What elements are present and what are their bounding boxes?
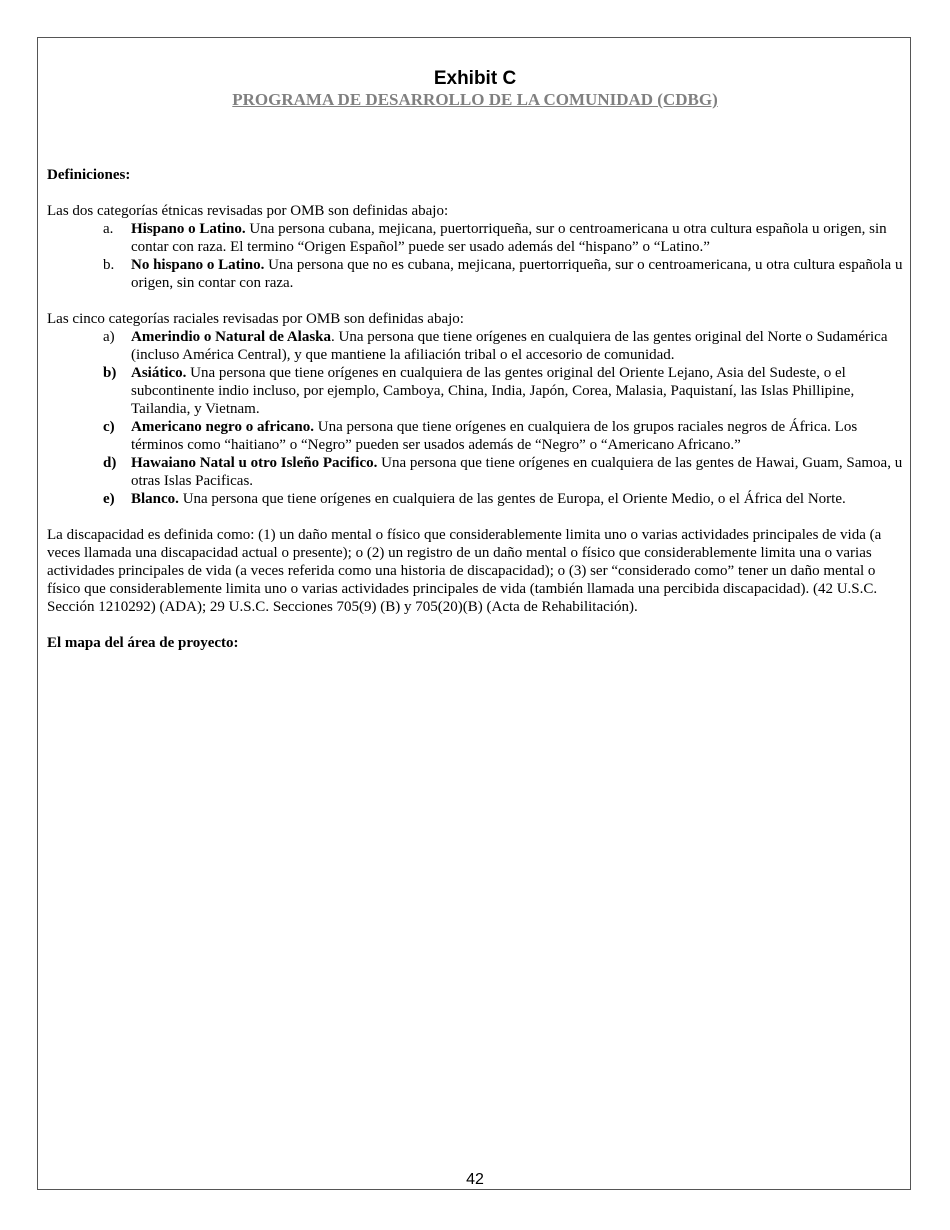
- list-item: [47, 454, 907, 490]
- list-marker: e): [103, 491, 115, 507]
- page-subtitle: [0, 90, 950, 110]
- list-marker: c): [103, 419, 115, 435]
- ethnic-list: [47, 220, 907, 292]
- page-title: Exhibit C: [433, 68, 517, 89]
- list-marker: a): [103, 329, 115, 345]
- list-item: [47, 418, 907, 454]
- racial-list: [47, 328, 907, 508]
- page-subtitle-text: PROGRAMA DE DESARROLLO DE LA COMUNIDAD (CDBG): [232, 90, 718, 109]
- list-item: [47, 256, 907, 292]
- list-marker: b): [103, 365, 117, 381]
- item-term: Amerindio o Natural de Alaska: [131, 329, 332, 345]
- list-marker: b.: [103, 257, 115, 273]
- item-text: Una persona que tiene orígenes en cualquiera de las gentes original del Oriente Lejano, Asia del Sudeste, o el subcontinente indio incluso, por ejemplo, Camboya, China, India, Japón, Corea, Malasia, Paquistaní, las Islas Phillipine, Tailandia, y Vietnam.: [131, 365, 855, 417]
- list-item: [47, 364, 907, 418]
- item-term: Asiático.: [131, 365, 187, 381]
- item-text: Una persona que tiene orígenes en cualquiera de las gentes de Europa, el Oriente Medio, o el África del Norte.: [178, 491, 846, 507]
- list-marker: a.: [103, 221, 114, 237]
- item-term: Hawaiano Natal u otro Isleño Pacifico.: [131, 455, 378, 471]
- item-text: Una persona que tiene orígenes en cualquiera de los grupos raciales negros de África. Los términos como “haitiano” o “Negro” pueden ser usados además de “Negro” o “Americano Africano.”: [131, 419, 858, 453]
- disability-paragraph: La discapacidad es definida como: (1) un daño mental o físico que considerablemente limita uno o varias actividades principales de vida (a veces llamada una discapacidad actual o presente); o (2) un registro de un daño mental o físico que considerablemente limita una o varias actividades principales de vida (a veces referida como una historia de discapacidad); o (3) ser “considerado como” tener un daño mental o físico que considerablemente limita uno o varias actividades principales de vida (también llamada una percibida discapacidad). (42 U.S.C. Sección 1210292) (ADA); 29 U.S.C. Secciones 705(9) (B) y 705(20)(B) (Acta de Rehabilitación).: [47, 527, 882, 615]
- racial-intro: Las cinco categorías raciales revisadas por OMB son definidas abajo:: [47, 311, 464, 327]
- item-text: Una persona que no es cubana, mejicana, puertorriqueña, sur o centroamericana, u otra cultura española u origen, sin contar con raza.: [131, 257, 903, 291]
- map-heading: El mapa del área de proyecto:: [47, 635, 239, 651]
- list-item: [47, 490, 907, 508]
- document-body: [47, 166, 907, 652]
- definitions-heading: Definiciones:: [47, 167, 131, 183]
- item-term: No hispano o Latino.: [131, 257, 265, 273]
- page-number: 42: [466, 1171, 484, 1188]
- list-item: [47, 220, 907, 256]
- list-marker: d): [103, 455, 117, 471]
- item-term: Americano negro o africano.: [131, 419, 315, 435]
- item-text: Una persona cubana, mejicana, puertorriqueña, sur o centroamericana u otra cultura española u origen, sin contar con raza. El termino “Origen Español” puede ser usado además del “hispano” o “Latino.”: [131, 221, 887, 255]
- item-term: Blanco.: [131, 491, 179, 507]
- item-term: Hispano o Latino.: [131, 221, 246, 237]
- list-item: [47, 328, 907, 364]
- item-text: . Una persona que tiene orígenes en cualquiera de las gentes original del Norte o Sudamérica (incluso América Central), y que mantiene la afiliación tribal o el accesorio de comunidad.: [131, 329, 888, 363]
- item-text: Una persona que tiene orígenes en cualquiera de las gentes de Hawai, Guam, Samoa, u otras Islas Pacificas.: [131, 455, 903, 489]
- ethnic-intro: Las dos categorías étnicas revisadas por OMB son definidas abajo:: [47, 203, 449, 219]
